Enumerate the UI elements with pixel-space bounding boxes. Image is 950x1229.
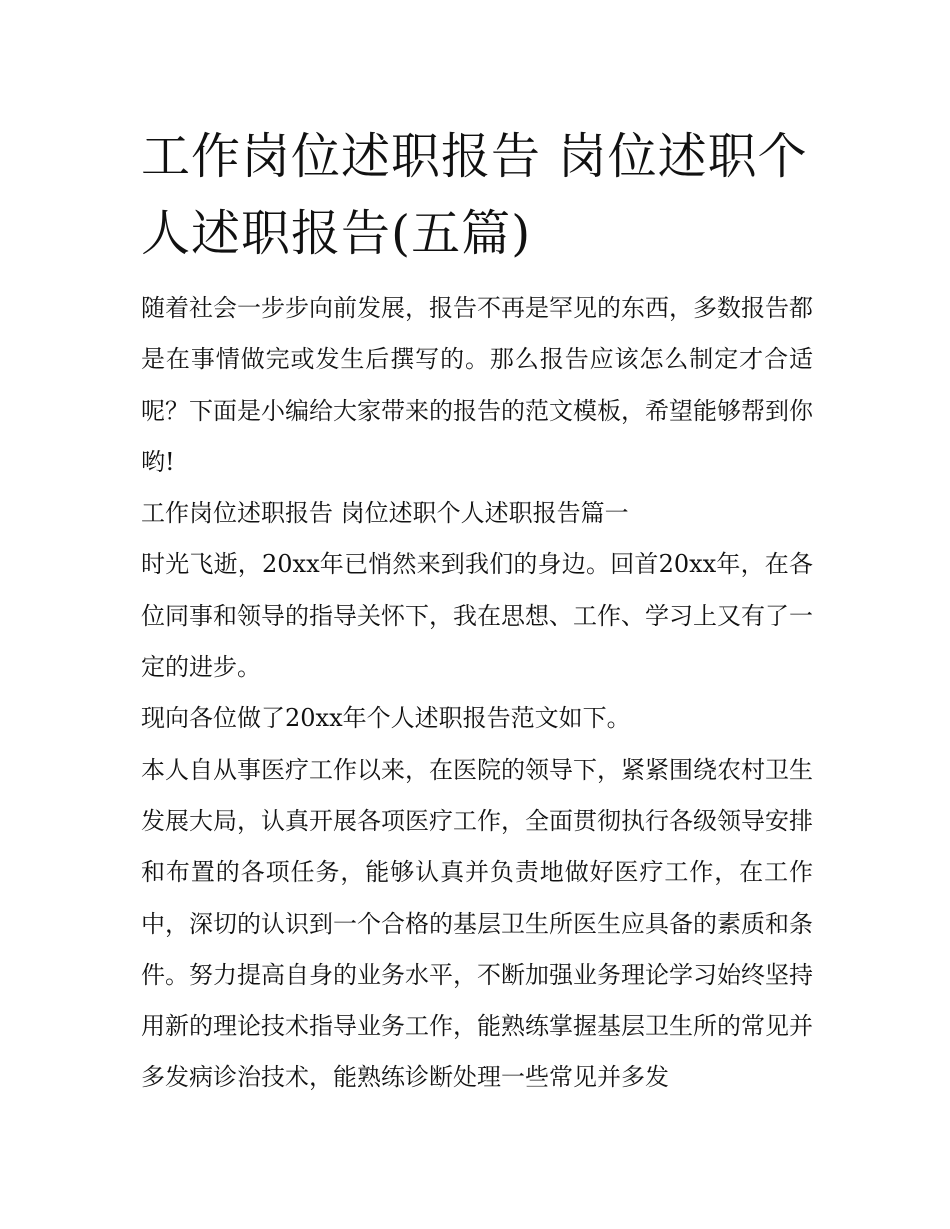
section-heading: 工作岗位述职报告 岗位述职个人述职报告篇一 <box>141 499 629 528</box>
intro-paragraph: 随着社会一步步向前发展，报告不再是罕见的东西，多数报告都是在事情做完或发生后撰写的。那么报告应该怎么制定才合适呢？下面是小编给大家带来的报告的范文模板，希望能够帮到你哟! <box>141 294 813 476</box>
document-page <box>141 118 813 1104</box>
body-paragraph: 本人自从事医疗工作以来，在医院的领导下，紧紧围绕农村卫生发展大局，认真开展各项医疗工作，全面贯彻执行各级领导安排和布置的各项任务，能够认真并负责地做好医疗工作，在工作中，深切的认识到一个合格的基层卫生所医生应具备的素质和条件。努力提高自身的业务水平，不断加强业务理论学习始终坚持用新的理论技术指导业务工作，能熟练掌握基层卫生所的常见并多发病诊治技术，能熟练诊断处理一些常见并多发 <box>141 755 813 1092</box>
document-title: 工作岗位述职报告 岗位述职个人述职报告(五篇) <box>141 128 808 262</box>
body-paragraph: 时光飞逝，20xx年已悄然来到我们的身边。回首20xx年，在各位同事和领导的指导关怀下，我在思想、工作、学习上又有了一定的进步。 <box>141 550 813 682</box>
body-paragraph: 现向各位做了20xx年个人述职报告范文如下。 <box>141 704 631 733</box>
